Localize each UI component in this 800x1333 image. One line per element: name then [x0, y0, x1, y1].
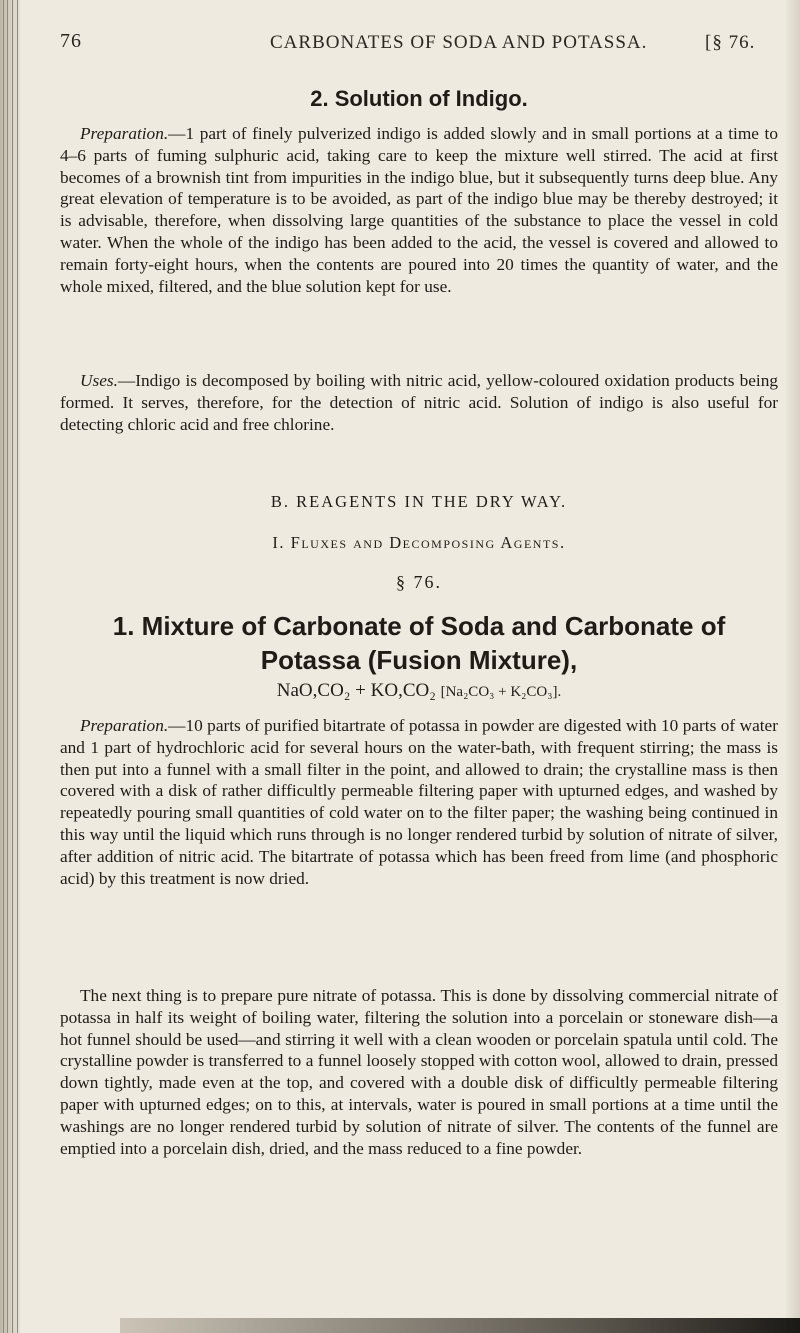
- mixture-heading-line-2: Potassa (Fusion Mixture),: [260, 645, 578, 675]
- running-head: [60, 30, 780, 60]
- subsection-heading: I. Fluxes and Decomposing Agents.: [272, 533, 566, 552]
- chemical-formula: [60, 680, 778, 702]
- uses-label: Uses.: [80, 371, 118, 390]
- mixture-heading: [60, 609, 778, 677]
- section-b-heading: B. REAGENTS IN THE DRY WAY.: [270, 492, 568, 511]
- preparation-label: Preparation.: [80, 124, 169, 143]
- page-edge: [786, 0, 800, 1333]
- mixture-preparation-label: Preparation.: [80, 716, 169, 735]
- mixture-heading-line-1: 1. Mixture of Carbonate of Soda and Carbonate of: [112, 611, 726, 641]
- preparation-text: —1 part of finely pulverized indigo is added slowly and in small portions at a time to 4–6 parts of fuming sulphuric acid, taking care to keep the mixture well stirred. The acid at first becomes of a brownish tint from impurities in the indigo blue, but it subsequently turns deep blue. Any great elevation of temperature is to be avoided, as part of the indigo blue may be thereby destroyed; it is advisable, therefore, when dissolving large quantities of the substance to place the vessel in cold water. When the whole of the indigo has been added to the acid, the vessel is covered and allowed to remain forty-eight hours, when the contents are poured into 20 times the quantity of water, and the whole mixed, filtered, and the blue solution kept for use.: [60, 124, 778, 296]
- page-number: 76: [60, 30, 82, 52]
- indigo-uses-paragraph: [60, 370, 778, 435]
- indigo-heading: 2. Solution of Indigo.: [310, 86, 528, 111]
- section-number: § 76.: [396, 572, 442, 592]
- indigo-preparation-paragraph: [60, 123, 778, 297]
- mixture-preparation-paragraph: [60, 715, 778, 889]
- nitrate-paragraph: The next thing is to prepare pure nitrate of potassa. This is done by dissolving commercial nitrate of potassa in half its weight of boiling water, filtering the solution into a porcelain or stoneware dish—a hot funnel should be used—and stirring it well with a clean wooden or porcelain spatula until cold. The crystalline powder is transferred to a funnel loosely stopped with cotton wool, allowed to drain, pressed down tightly, made even at the top, and covered with a double disk of difficultly permeable filtering paper with upturned edges; on to this, at intervals, water is poured in small portions at a time until the washings are no longer rendered turbid by solution of nitrate of silver. The contents of the funnel are emptied into a porcelain dish, dried, and the mass reduced to a fine powder.: [60, 986, 778, 1158]
- formula-old-notation: NaO,CO₂ + KO,CO₂: [276, 680, 436, 701]
- uses-text: —Indigo is decomposed by boiling with nitric acid, yellow-coloured oxidation products being formed. It serves, therefore, for the detection of nitric acid. Solution of indigo is also useful for detecting chloric acid and free chlorine.: [60, 371, 778, 434]
- section-reference: [§ 76.: [705, 32, 756, 53]
- book-spine: [0, 0, 20, 1333]
- mixture-preparation-text: —10 parts of purified bitartrate of potassa in powder are digested with 10 parts of water and 1 part of hydrochloric acid for several hours on the water-bath, with frequent stirring; the mass is then put into a funnel with a small filter in the point, and allowed to drain; the crystalline mass is then covered with a disk of rather difficultly permeable filtering paper with upturned edges, and washed by repeatedly pouring small quantities of cold water on to the filter paper; the washing being continued in this way until the liquid which runs through is no longer rendered turbid by solution of nitrate of silver, after addition of nitric acid. The bitartrate of potassa which has been freed from lime (and phosphoric acid) by this treatment is now dried.: [60, 716, 778, 888]
- formula-new-notation: [Na₂CO₃ + K₂CO₃].: [440, 684, 562, 700]
- running-title: CARBONATES OF SODA AND POTASSA.: [270, 32, 648, 53]
- bottom-shadow: [120, 1318, 800, 1333]
